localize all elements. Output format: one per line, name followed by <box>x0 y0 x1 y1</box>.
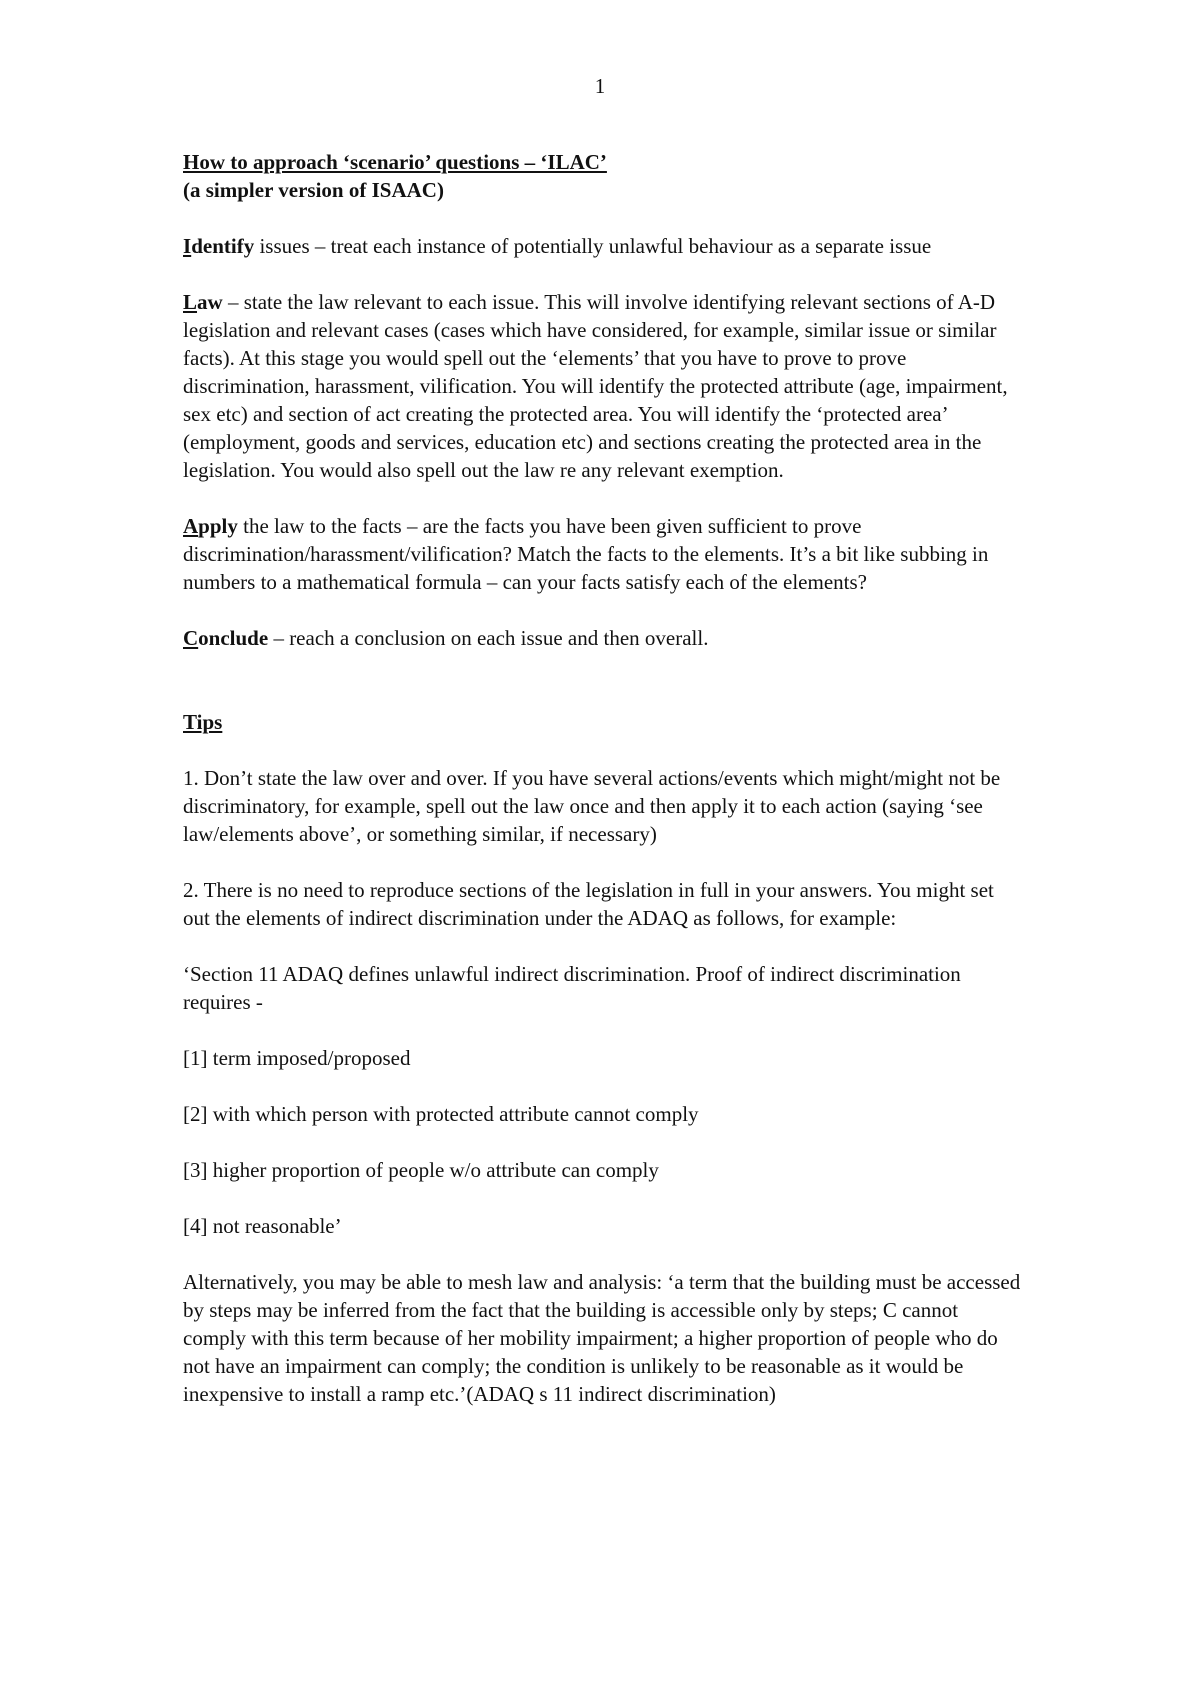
apply-initial: A <box>183 514 199 538</box>
identify-paragraph <box>183 232 1023 260</box>
alternative-paragraph: Alternatively, you may be able to mesh law and analysis: ‘a term that the building must be accessed by steps may be inferred from the fact that the building is accessible only by steps; C cannot comply with this term because of her mobility impairment; a higher proportion of people who do not have an impairment can comply; the condition is unlikely to be reasonable as it would be inexpensive to install a ramp etc.’(ADAQ s 11 indirect discrimination) <box>183 1270 1021 1406</box>
tips-heading: Tips <box>183 710 223 734</box>
identify-term <box>183 234 254 258</box>
conclude-text: – reach a conclusion on each issue and then overall. <box>268 626 709 650</box>
title-line-1: How to approach ‘scenario’ questions – ‘ILAC’ <box>183 150 607 174</box>
element-1: [1] term imposed/proposed <box>183 1046 411 1070</box>
identify-term-rest: dentify <box>191 234 255 258</box>
conclude-paragraph <box>183 624 1023 652</box>
tip-1: 1. Don’t state the law over and over. If you have several actions/events which might/might not be discriminatory, for example, spell out the law once and then apply it to each action (saying ‘see law/elements above’, or something similar, if necessary) <box>183 766 1001 846</box>
tip-2: 2. There is no need to reproduce sections of the legislation in full in your answers. You might set out the elements of indirect discrimination under the ADAQ as follows, for example: <box>183 878 994 930</box>
law-initial: L <box>183 290 198 314</box>
page-number: 1 <box>594 74 606 98</box>
apply-term <box>183 514 238 538</box>
element-3: [3] higher proportion of people w/o attribute can comply <box>183 1158 659 1182</box>
identify-text: issues – treat each instance of potentially unlawful behaviour as a separate issue <box>254 234 932 258</box>
conclude-term <box>183 626 268 650</box>
element-2: [2] with which person with protected attribute cannot comply <box>183 1102 699 1126</box>
section-spacer <box>183 680 1023 708</box>
apply-text: the law to the facts – are the facts you have been given sufficient to prove discrimination/harassment/vilification? Match the facts to the elements. It’s a bit like subbing in numbers to a mathematical formula – can your facts satisfy each of the elements? <box>183 514 989 594</box>
law-text: – state the law relevant to each issue. This will involve identifying relevant sections of A-D legislation and relevant cases (cases which have considered, for example, similar issue or similar facts). At this stage you would spell out the ‘elements’ that you have to prove to prove discrimination, harassment, vilification. You will identify the protected attribute (age, impairment, sex etc) and section of act creating the protected area. You will identify the ‘protected area’ (employment, goods and services, education etc) and sections creating the protected area in the legislation. You would also spell out the law re any relevant exemption. <box>183 290 1008 482</box>
law-paragraph <box>183 288 1023 484</box>
conclude-term-rest: onclude <box>198 626 269 650</box>
apply-paragraph <box>183 512 1023 596</box>
quote-intro: ‘Section 11 ADAQ defines unlawful indirect discrimination. Proof of indirect discrimination requires - <box>183 962 961 1014</box>
law-term <box>183 290 223 314</box>
law-term-rest: aw <box>197 290 223 314</box>
conclude-initial: C <box>183 626 199 650</box>
identify-initial: I <box>183 234 192 258</box>
apply-term-rest: pply <box>198 514 238 538</box>
document-body <box>183 148 1023 1436</box>
title-line-2: (a simpler version of ISAAC) <box>183 178 444 202</box>
document-title <box>183 148 1023 204</box>
element-4: [4] not reasonable’ <box>183 1214 342 1238</box>
